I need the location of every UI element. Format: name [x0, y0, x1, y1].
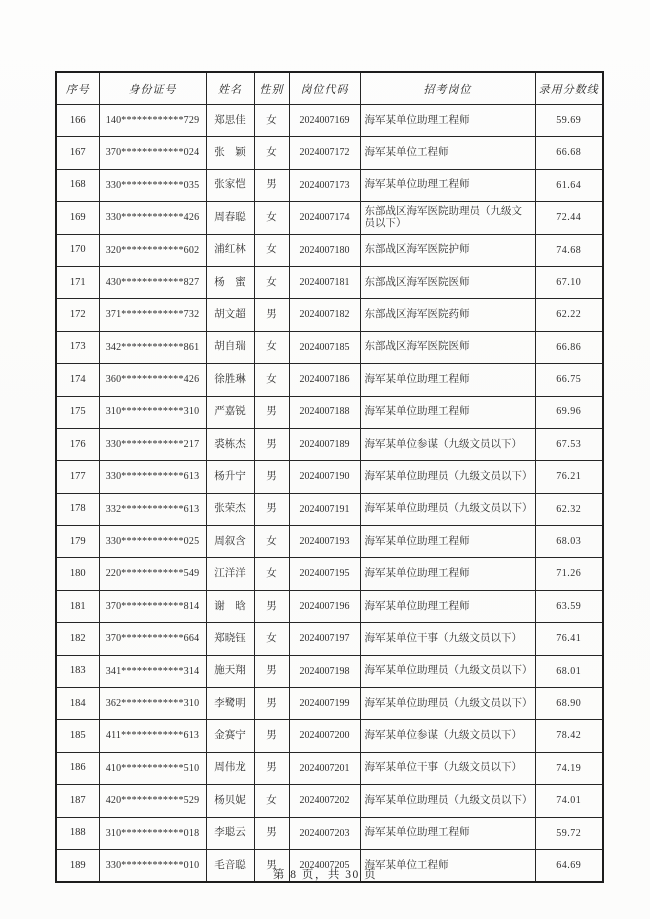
- id-cell: 330************025: [99, 526, 206, 558]
- code-cell: 2024007188: [289, 396, 360, 428]
- score-cell: 63.59: [535, 590, 603, 622]
- gender-cell: 男: [254, 299, 289, 331]
- seq-cell: 184: [56, 688, 99, 720]
- seq-cell: 180: [56, 558, 99, 590]
- seq-cell: 174: [56, 364, 99, 396]
- seq-cell: 172: [56, 299, 99, 331]
- id-cell: 411************613: [99, 720, 206, 752]
- gender-cell: 男: [254, 688, 289, 720]
- id-cell: 140************729: [99, 105, 206, 137]
- position-cell: 海军某单位助理工程师: [360, 169, 535, 201]
- gender-cell: 女: [254, 331, 289, 363]
- name-cell: 周伟龙: [206, 752, 254, 784]
- gender-cell: 女: [254, 105, 289, 137]
- name-cell: 江洋洋: [206, 558, 254, 590]
- id-cell: 220************549: [99, 558, 206, 590]
- position-cell: 海军某单位助理工程师: [360, 105, 535, 137]
- id-cell: 330************217: [99, 428, 206, 460]
- table-header-row: [56, 72, 603, 105]
- position-cell: 海军某单位助理员（九级文员以下）: [360, 785, 535, 817]
- gender-cell: 女: [254, 137, 289, 169]
- code-cell: 2024007196: [289, 590, 360, 622]
- header-position-code: 岗位代码: [289, 72, 360, 105]
- position-cell: 海军某单位干事（九级文员以下）: [360, 623, 535, 655]
- header-seq: 序号: [56, 72, 99, 105]
- name-cell: 浦红林: [206, 234, 254, 266]
- position-cell: 海军某单位助理工程师: [360, 364, 535, 396]
- name-cell: 李聪云: [206, 817, 254, 849]
- seq-cell: 177: [56, 461, 99, 493]
- name-cell: 施天翔: [206, 655, 254, 687]
- name-cell: 周春聪: [206, 202, 254, 234]
- id-cell: 362************310: [99, 688, 206, 720]
- table-row: [56, 202, 603, 234]
- gender-cell: 男: [254, 396, 289, 428]
- gender-cell: 女: [254, 364, 289, 396]
- gender-cell: 男: [254, 817, 289, 849]
- code-cell: 2024007185: [289, 331, 360, 363]
- score-cell: 61.64: [535, 169, 603, 201]
- table-row: [56, 785, 603, 817]
- table-row: [56, 331, 603, 363]
- seq-cell: 179: [56, 526, 99, 558]
- position-cell: 海军某单位助理员（九级文员以下）: [360, 461, 535, 493]
- header-name: 姓名: [206, 72, 254, 105]
- code-cell: 2024007186: [289, 364, 360, 396]
- position-cell: 海军某单位助理工程师: [360, 526, 535, 558]
- position-cell: 海军某单位参谋（九级文员以下）: [360, 428, 535, 460]
- score-cell: 68.03: [535, 526, 603, 558]
- page-number-footer: 第 8 页，共 30 页: [272, 869, 378, 881]
- table-row: [56, 558, 603, 590]
- seq-cell: 183: [56, 655, 99, 687]
- position-cell: 海军某单位助理工程师: [360, 590, 535, 622]
- position-cell: 海军某单位助理员（九级文员以下）: [360, 493, 535, 525]
- name-cell: 张荣杰: [206, 493, 254, 525]
- seq-cell: 175: [56, 396, 99, 428]
- score-cell: 67.10: [535, 266, 603, 298]
- table-row: [56, 105, 603, 137]
- position-cell: 海军某单位工程师: [360, 849, 535, 882]
- position-cell: 东部战区海军医院医师: [360, 266, 535, 298]
- table-row: [56, 590, 603, 622]
- seq-cell: 166: [56, 105, 99, 137]
- id-cell: 341************314: [99, 655, 206, 687]
- id-cell: 370************814: [99, 590, 206, 622]
- gender-cell: 女: [254, 558, 289, 590]
- id-cell: 330************426: [99, 202, 206, 234]
- name-cell: 郑思佳: [206, 105, 254, 137]
- gender-cell: 男: [254, 428, 289, 460]
- score-cell: 59.69: [535, 105, 603, 137]
- position-cell: 海军某单位助理员（九级文员以下）: [360, 655, 535, 687]
- name-cell: 杨升宁: [206, 461, 254, 493]
- gender-cell: 男: [254, 752, 289, 784]
- table-row: [56, 266, 603, 298]
- code-cell: 2024007201: [289, 752, 360, 784]
- gender-cell: 女: [254, 526, 289, 558]
- score-cell: 72.44: [535, 202, 603, 234]
- code-cell: 2024007174: [289, 202, 360, 234]
- gender-cell: 女: [254, 623, 289, 655]
- id-cell: 330************010: [99, 849, 206, 882]
- score-cell: 76.21: [535, 461, 603, 493]
- position-cell: 东部战区海军医院护师: [360, 234, 535, 266]
- name-cell: 郑晓钰: [206, 623, 254, 655]
- seq-cell: 187: [56, 785, 99, 817]
- code-cell: 2024007195: [289, 558, 360, 590]
- table-row: [56, 688, 603, 720]
- seq-cell: 176: [56, 428, 99, 460]
- position-cell: 东部战区海军医院医师: [360, 331, 535, 363]
- table-row: [56, 364, 603, 396]
- seq-cell: 169: [56, 202, 99, 234]
- position-cell: 海军某单位工程师: [360, 137, 535, 169]
- name-cell: 胡自瑞: [206, 331, 254, 363]
- score-cell: 67.53: [535, 428, 603, 460]
- score-cell: 76.41: [535, 623, 603, 655]
- code-cell: 2024007190: [289, 461, 360, 493]
- seq-cell: 178: [56, 493, 99, 525]
- id-cell: 430************827: [99, 266, 206, 298]
- score-cell: 68.90: [535, 688, 603, 720]
- id-cell: 370************664: [99, 623, 206, 655]
- score-cell: 78.42: [535, 720, 603, 752]
- score-cell: 71.26: [535, 558, 603, 590]
- id-cell: 330************613: [99, 461, 206, 493]
- code-cell: 2024007189: [289, 428, 360, 460]
- seq-cell: 186: [56, 752, 99, 784]
- score-cell: 74.19: [535, 752, 603, 784]
- score-cell: 66.68: [535, 137, 603, 169]
- header-score-line: 录用分数线: [535, 72, 603, 105]
- position-cell: 海军某单位助理工程师: [360, 817, 535, 849]
- id-cell: 320************602: [99, 234, 206, 266]
- code-cell: 2024007199: [289, 688, 360, 720]
- position-cell: 海军某单位助理工程师: [360, 558, 535, 590]
- name-cell: 杨贝妮: [206, 785, 254, 817]
- code-cell: 2024007169: [289, 105, 360, 137]
- position-cell: 东部战区海军医院药师: [360, 299, 535, 331]
- header-id-number: 身份证号: [99, 72, 206, 105]
- id-cell: 360************426: [99, 364, 206, 396]
- name-cell: 金赛宁: [206, 720, 254, 752]
- table-row: [56, 137, 603, 169]
- position-cell: 东部战区海军医院助理员（九级文员以下）: [360, 202, 535, 234]
- position-cell: 海军某单位参谋（九级文员以下）: [360, 720, 535, 752]
- id-cell: 310************018: [99, 817, 206, 849]
- gender-cell: 男: [254, 461, 289, 493]
- table-row: [56, 720, 603, 752]
- code-cell: 2024007180: [289, 234, 360, 266]
- table-row: [56, 655, 603, 687]
- table-row: [56, 396, 603, 428]
- code-cell: 2024007193: [289, 526, 360, 558]
- position-cell: 海军某单位助理工程师: [360, 396, 535, 428]
- table-row: [56, 526, 603, 558]
- id-cell: 330************035: [99, 169, 206, 201]
- gender-cell: 男: [254, 655, 289, 687]
- code-cell: 2024007205: [289, 849, 360, 882]
- gender-cell: 女: [254, 202, 289, 234]
- gender-cell: 男: [254, 493, 289, 525]
- seq-cell: 167: [56, 137, 99, 169]
- name-cell: 毛音聪: [206, 849, 254, 882]
- code-cell: 2024007191: [289, 493, 360, 525]
- seq-cell: 168: [56, 169, 99, 201]
- header-recruit-position: 招考岗位: [360, 72, 535, 105]
- name-cell: 谢 晗: [206, 590, 254, 622]
- name-cell: 周叙含: [206, 526, 254, 558]
- seq-cell: 173: [56, 331, 99, 363]
- id-cell: 332************613: [99, 493, 206, 525]
- seq-cell: 171: [56, 266, 99, 298]
- gender-cell: 男: [254, 590, 289, 622]
- position-cell: 海军某单位助理员（九级文员以下）: [360, 688, 535, 720]
- score-cell: 66.86: [535, 331, 603, 363]
- id-cell: 310************310: [99, 396, 206, 428]
- name-cell: 杨 蜜: [206, 266, 254, 298]
- code-cell: 2024007197: [289, 623, 360, 655]
- score-cell: 68.01: [535, 655, 603, 687]
- gender-cell: 男: [254, 849, 289, 882]
- gender-cell: 男: [254, 169, 289, 201]
- gender-cell: 男: [254, 720, 289, 752]
- score-cell: 59.72: [535, 817, 603, 849]
- id-cell: 342************861: [99, 331, 206, 363]
- score-cell: 66.75: [535, 364, 603, 396]
- seq-cell: 181: [56, 590, 99, 622]
- code-cell: 2024007203: [289, 817, 360, 849]
- table-row: [56, 493, 603, 525]
- score-cell: 64.69: [535, 849, 603, 882]
- score-cell: 69.96: [535, 396, 603, 428]
- header-gender: 性别: [254, 72, 289, 105]
- admission-score-table: [55, 71, 604, 883]
- name-cell: 裘栋杰: [206, 428, 254, 460]
- gender-cell: 女: [254, 785, 289, 817]
- seq-cell: 185: [56, 720, 99, 752]
- score-cell: 62.22: [535, 299, 603, 331]
- table-row: [56, 299, 603, 331]
- table-row: [56, 461, 603, 493]
- code-cell: 2024007200: [289, 720, 360, 752]
- code-cell: 2024007173: [289, 169, 360, 201]
- position-cell: 海军某单位干事（九级文员以下）: [360, 752, 535, 784]
- code-cell: 2024007182: [289, 299, 360, 331]
- name-cell: 张家恺: [206, 169, 254, 201]
- score-cell: 62.32: [535, 493, 603, 525]
- table-row: [56, 817, 603, 849]
- table-row: [56, 234, 603, 266]
- code-cell: 2024007181: [289, 266, 360, 298]
- table-row: [56, 169, 603, 201]
- id-cell: 370************024: [99, 137, 206, 169]
- gender-cell: 女: [254, 266, 289, 298]
- seq-cell: 189: [56, 849, 99, 882]
- name-cell: 胡文超: [206, 299, 254, 331]
- name-cell: 李鹭明: [206, 688, 254, 720]
- seq-cell: 170: [56, 234, 99, 266]
- table-row: [56, 428, 603, 460]
- code-cell: 2024007172: [289, 137, 360, 169]
- gender-cell: 女: [254, 234, 289, 266]
- code-cell: 2024007198: [289, 655, 360, 687]
- seq-cell: 182: [56, 623, 99, 655]
- id-cell: 410************510: [99, 752, 206, 784]
- table-row: [56, 623, 603, 655]
- seq-cell: 188: [56, 817, 99, 849]
- score-cell: 74.01: [535, 785, 603, 817]
- id-cell: 371************732: [99, 299, 206, 331]
- table-row: [56, 752, 603, 784]
- name-cell: 严嘉锐: [206, 396, 254, 428]
- id-cell: 420************529: [99, 785, 206, 817]
- score-cell: 74.68: [535, 234, 603, 266]
- name-cell: 徐胜琳: [206, 364, 254, 396]
- name-cell: 张 颖: [206, 137, 254, 169]
- code-cell: 2024007202: [289, 785, 360, 817]
